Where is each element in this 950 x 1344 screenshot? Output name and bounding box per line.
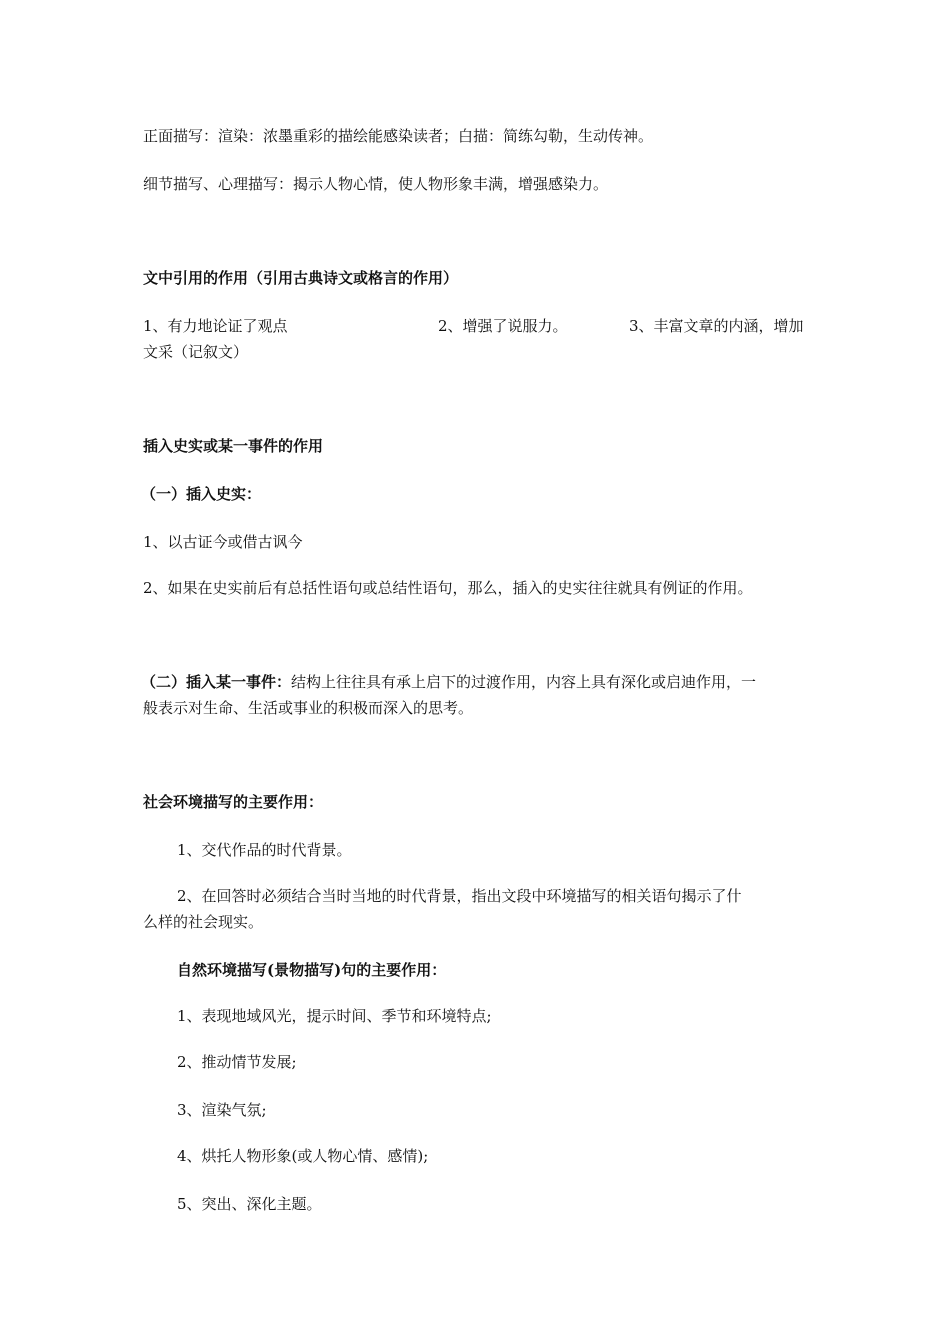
- subheading-historical-facts: （一）插入史实：: [141, 485, 262, 503]
- event-insertion-line-1: [141, 670, 806, 694]
- quotation-point-3-continued: 文采（记叙文）: [143, 343, 249, 361]
- historical-point-1: 1、以古证今或借古讽今: [143, 533, 303, 551]
- heading-natural-environment: 自然环境描写(景物描写)句的主要作用：: [177, 961, 447, 979]
- event-insertion-text: 结构上往往具有承上启下的过渡作用，内容上具有深化或启迪作用，一: [291, 673, 757, 691]
- nature-point-1: 1、表现地域风光，提示时间、季节和环境特点;: [177, 1007, 492, 1025]
- heading-social-environment: 社会环境描写的主要作用：: [143, 793, 324, 811]
- paragraph-detail-description: 细节描写、心理描写：揭示人物心情，使人物形象丰满，增强感染力。: [143, 175, 609, 193]
- quotation-points-row: [143, 314, 808, 338]
- nature-point-5: 5、突出、深化主题。: [177, 1195, 322, 1213]
- heading-quotation-function: 文中引用的作用（引用古典诗文或格言的作用）: [143, 269, 459, 287]
- heading-insertion-function: 插入史实或某一事件的作用: [143, 437, 324, 455]
- nature-point-3: 3、渲染气氛;: [177, 1101, 267, 1119]
- quotation-point-3: 3、丰富文章的内涵，增加: [629, 317, 804, 335]
- paragraph-front-description: 正面描写：渲染：浓墨重彩的描绘能感染读者；白描：简练勾勒，生动传神。: [143, 127, 654, 145]
- social-point-1: 1、交代作品的时代背景。: [177, 841, 352, 859]
- nature-point-2: 2、推动情节发展;: [177, 1053, 297, 1071]
- nature-point-4: 4、烘托人物形象(或人物心情、感情);: [177, 1147, 429, 1165]
- event-insertion-line-2: 般表示对生命、生活或事业的积极而深入的思考。: [143, 699, 474, 717]
- social-point-2-line-2: 么样的社会现实。: [143, 913, 264, 931]
- quotation-point-2: 2、增强了说服力。: [438, 317, 568, 335]
- quotation-point-1: 1、有力地论证了观点: [143, 317, 288, 335]
- social-point-2-line-1: 2、在回答时必须结合当时当地的时代背景，指出文段中环境描写的相关语句揭示了什: [177, 887, 742, 905]
- subheading-event-insertion: （二）插入某一事件：: [141, 673, 292, 691]
- historical-point-2: 2、如果在史实前后有总括性语句或总结性语句，那么，插入的史实往往就具有例证的作用。: [143, 579, 753, 597]
